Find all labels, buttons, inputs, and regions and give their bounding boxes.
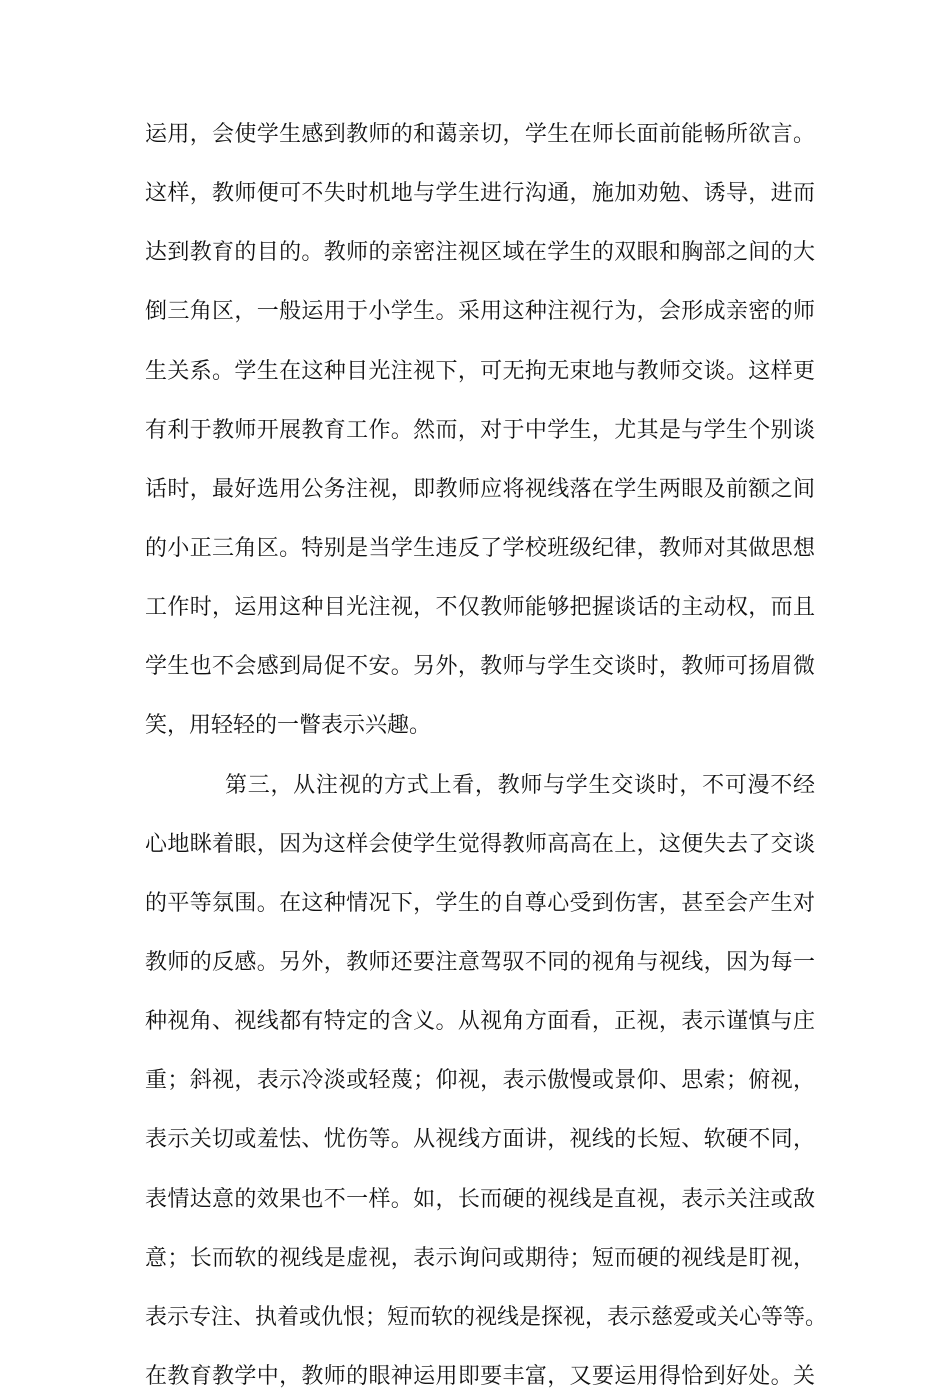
text-line: 这样，教师便可不失时机地与学生进行沟通，施加劝勉、诱导，进而 — [145, 181, 815, 206]
text-line: 种视角、视线都有特定的含义。从视角方面看，正视，表示谨慎与庄 — [145, 1009, 815, 1034]
text-line: 心地眯着眼，因为这样会使学生觉得教师高高在上，这便失去了交谈 — [145, 832, 815, 857]
text-line: 教师的反感。另外，教师还要注意驾驭不同的视角与视线，因为每一 — [145, 950, 815, 975]
text-line: 运用，会使学生感到教师的和蔼亲切，学生在师长面前能畅所欲言。 — [145, 122, 815, 147]
text-line: 表示关切或羞怯、忧伤等。从视线方面讲，视线的长短、软硬不同， — [145, 1127, 815, 1152]
text-line: 意；长而软的视线是虚视，表示询问或期待；短而硬的视线是盯视， — [145, 1246, 815, 1271]
text-line: 笑，用轻轻的一瞥表示兴趣。 — [145, 713, 432, 738]
text-line: 在教育教学中，教师的眼神运用即要丰富，又要运用得恰到好处。关 — [145, 1364, 815, 1389]
text-line: 表示专注、执着或仇恨；短而软的视线是探视，表示慈爱或关心等等。 — [145, 1305, 828, 1330]
text-line: 生关系。学生在这种目光注视下，可无拘无束地与教师交谈。这样更 — [145, 359, 815, 384]
paragraph-first-line: 第三，从注视的方式上看，教师与学生交谈时，不可漫不经 — [225, 773, 815, 798]
text-line: 表情达意的效果也不一样。如，长而硬的视线是直视，表示关注或敌 — [145, 1187, 815, 1212]
text-line: 达到教育的目的。教师的亲密注视区域在学生的双眼和胸部之间的大 — [145, 240, 815, 265]
text-line: 的平等氛围。在这种情况下，学生的自尊心受到伤害，甚至会产生对 — [145, 891, 815, 916]
text-line: 的小正三角区。特别是当学生违反了学校班级纪律，教师对其做思想 — [145, 536, 815, 561]
text-line: 话时，最好选用公务注视，即教师应将视线落在学生两眼及前额之间 — [145, 477, 815, 502]
text-line: 学生也不会感到局促不安。另外，教师与学生交谈时，教师可扬眉微 — [145, 654, 815, 679]
text-line: 重；斜视，表示冷淡或轻蔑；仰视，表示傲慢或景仰、思索；俯视， — [145, 1068, 815, 1093]
text-line: 倒三角区，一般运用于小学生。采用这种注视行为，会形成亲密的师 — [145, 299, 815, 324]
text-line: 有利于教师开展教育工作。然而，对于中学生，尤其是与学生个别谈 — [145, 418, 815, 443]
text-line: 工作时，运用这种目光注视，不仅教师能够把握谈话的主动权，而且 — [145, 595, 815, 620]
